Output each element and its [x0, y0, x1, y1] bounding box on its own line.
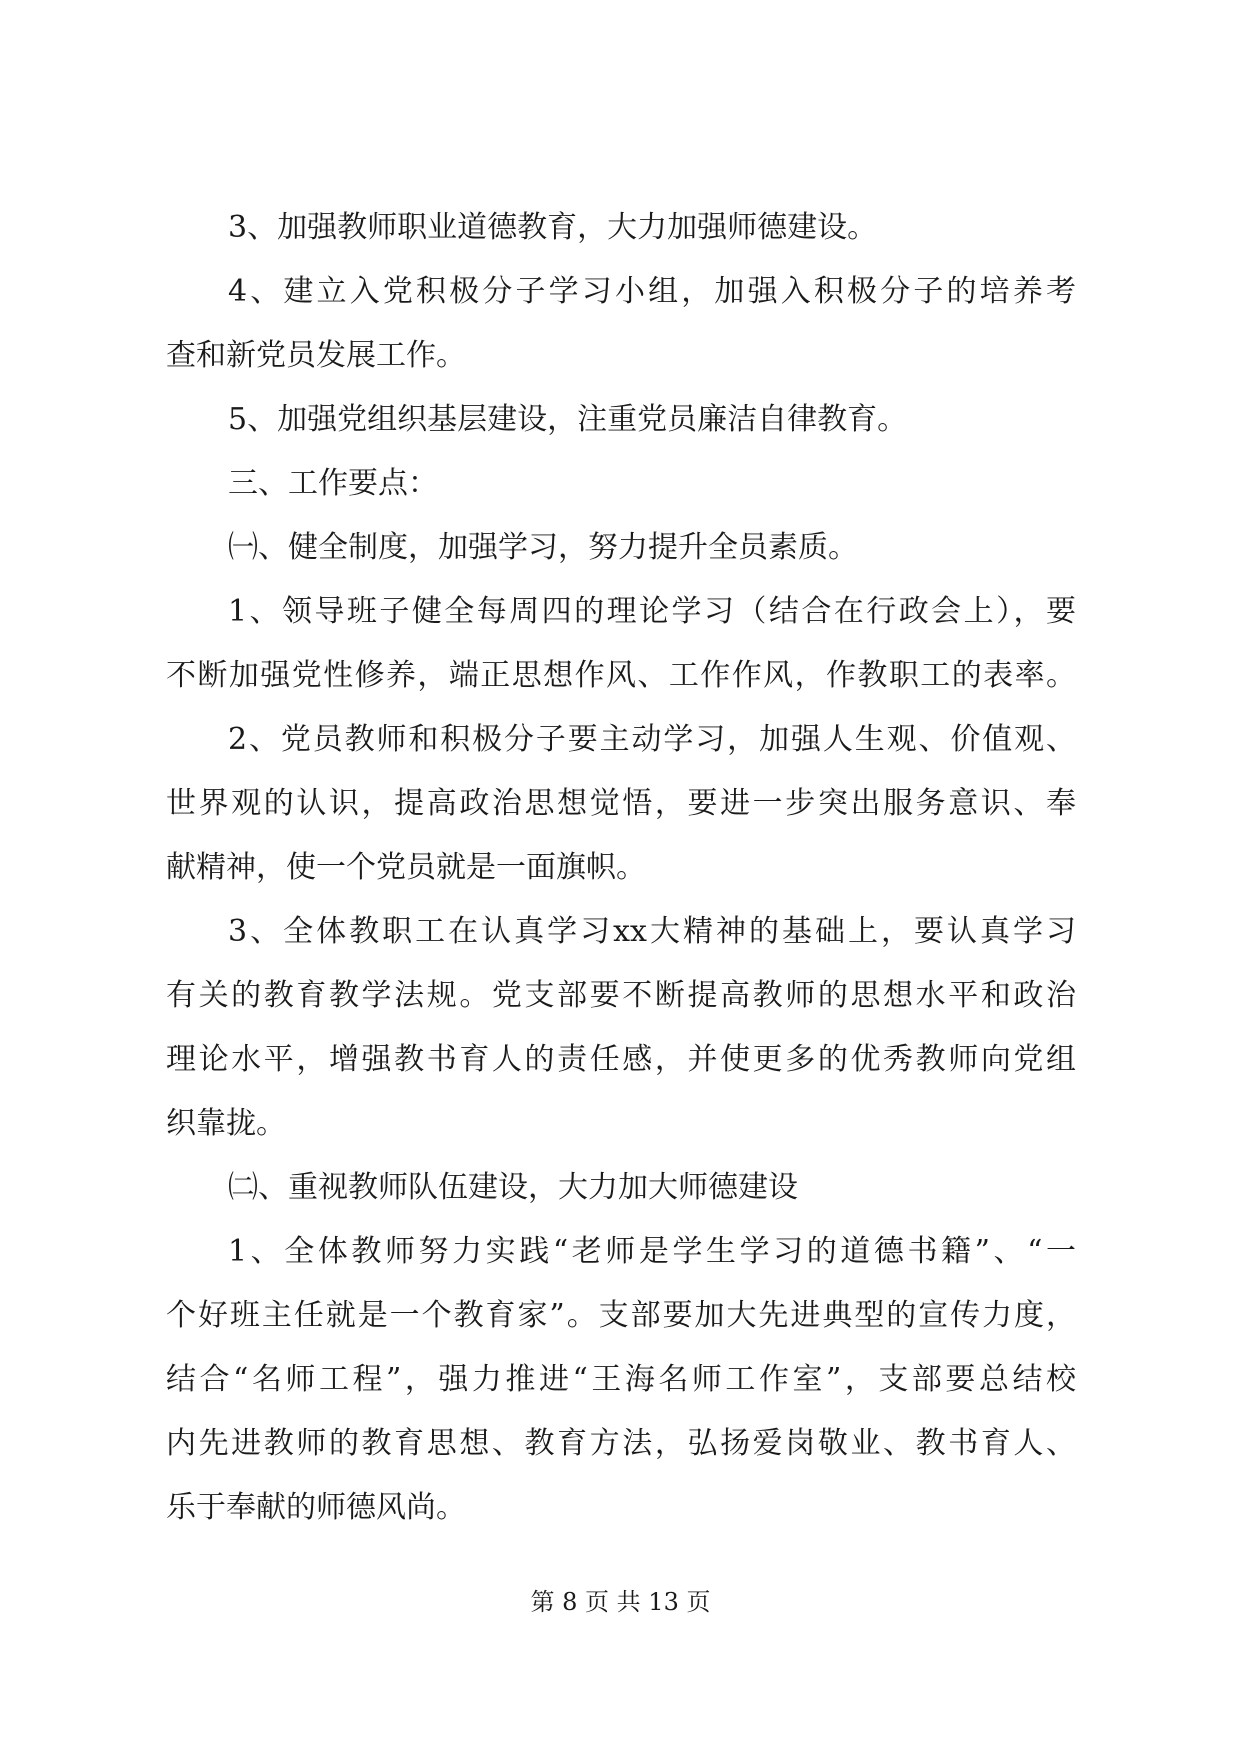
document-body [166, 196, 1076, 1540]
paragraph-line: 1、全体教师努力实践“老师是学生学习的道德书籍”、“一 [228, 1234, 1076, 1269]
paragraph-line: 个好班主任就是一个教育家”。支部要加大先进典型的宣传力度， [166, 1298, 1076, 1333]
paragraph-line: 3、加强教师职业道德教育，大力加强师德建设。 [228, 210, 878, 245]
paragraph-line: 5、加强党组织基层建设，注重党员廉洁自律教育。 [228, 402, 908, 437]
paragraph-line: 世界观的认识，提高政治思想觉悟，要进一步突出服务意识、奉 [166, 786, 1076, 821]
paragraph-line: 结合“名师工程”，强力推进“王海名师工作室”，支部要总结校 [166, 1362, 1076, 1397]
paragraph-line: 内先进教师的教育思想、教育方法，弘扬爱岗敬业、教书育人、 [166, 1426, 1076, 1461]
paragraph-line: 献精神，使一个党员就是一面旗帜。 [166, 850, 646, 885]
paragraph-line: 有关的教育教学法规。党支部要不断提高教师的思想水平和政治 [166, 978, 1076, 1013]
paragraph-line: 理论水平，增强教书育人的责任感，并使更多的优秀教师向党组 [166, 1042, 1076, 1077]
paragraph-line: 查和新党员发展工作。 [166, 338, 466, 373]
paragraph-line: 1、领导班子健全每周四的理论学习（结合在行政会上），要 [228, 594, 1076, 629]
subsection-heading: ㈠、健全制度，加强学习，努力提升全员素质。 [228, 530, 858, 565]
subsection-heading: ㈡、重视教师队伍建设，大力加大师德建设 [228, 1170, 798, 1205]
page-number-footer: 第 8 页 共 13 页 [530, 1588, 711, 1616]
paragraph-line: 3、全体教职工在认真学习xx大精神的基础上，要认真学习 [228, 914, 1076, 949]
paragraph-line: 2、党员教师和积极分子要主动学习，加强人生观、价值观、 [228, 722, 1076, 757]
section-heading: 三、工作要点： [228, 466, 438, 501]
paragraph-line: 4、建立入党积极分子学习小组，加强入积极分子的培养考 [228, 274, 1076, 309]
paragraph-line: 不断加强党性修养，端正思想作风、工作作风，作教职工的表率。 [166, 658, 1076, 693]
paragraph-line: 乐于奉献的师德风尚。 [166, 1490, 466, 1525]
paragraph-line: 织靠拢。 [166, 1106, 286, 1141]
